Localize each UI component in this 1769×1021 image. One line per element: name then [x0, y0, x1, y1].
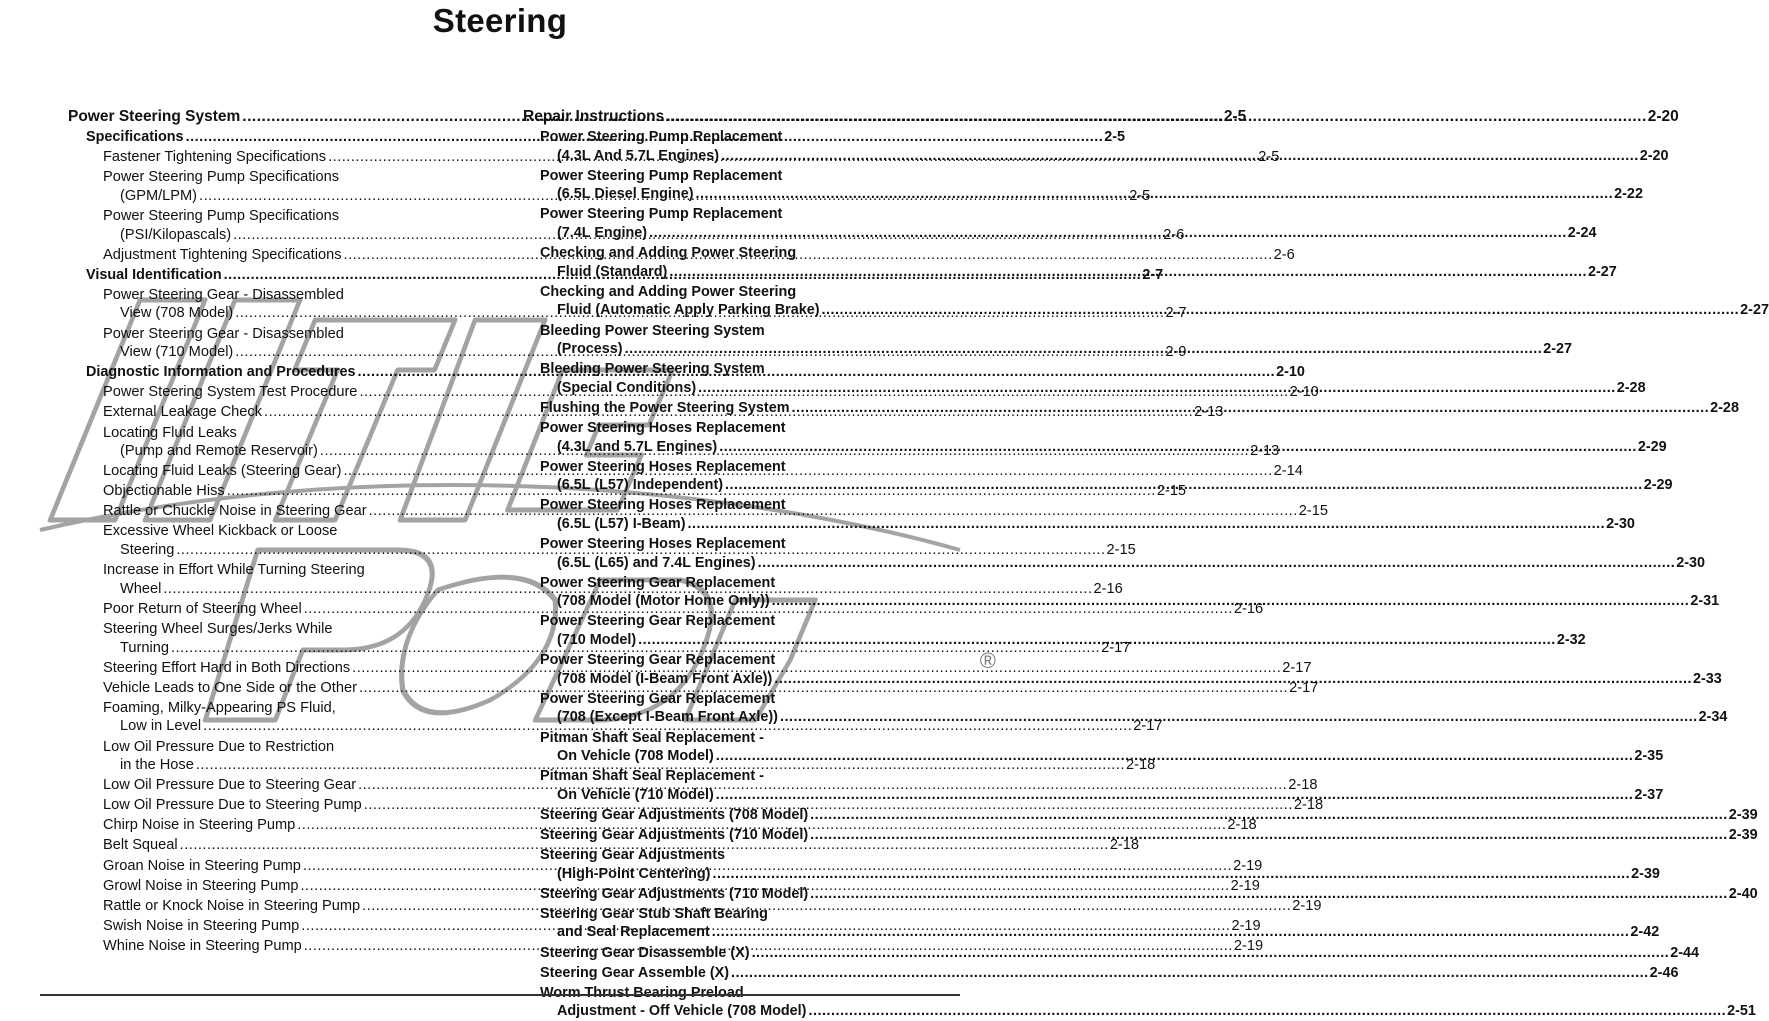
toc-entry-title: Power Steering Gear Replacement — [540, 574, 776, 591]
toc-entry-title-continued: (708 Model (I-Beam Front Axle)) — [557, 670, 773, 687]
dot-leader — [756, 554, 1676, 573]
toc-page-number: 2-28 — [1616, 379, 1646, 396]
toc-entry-title: Power Steering Hoses Replacement — [540, 536, 786, 553]
toc-entry-title-continued: (708 (Except I-Beam Front Axle)) — [557, 709, 778, 726]
toc-page-number: 2-5 — [1104, 129, 1126, 146]
toc-entry-title: Bleeding Power Steering System — [540, 361, 765, 378]
dot-leader — [723, 476, 1643, 495]
toc-entry-title: Low Oil Pressure Due to Steering Pump — [103, 797, 362, 814]
toc-page-number: 2-13 — [1250, 443, 1280, 460]
registered-mark: ® — [979, 648, 996, 673]
toc-page-number: 2-22 — [1614, 186, 1643, 203]
dot-leader — [778, 708, 1698, 727]
toc-page-number: 2-18 — [1109, 837, 1140, 854]
dot-leader — [714, 747, 1634, 766]
dot-leader — [820, 301, 1740, 320]
toc-entry-title-continued: (7.4L Engine) — [557, 225, 648, 242]
dot-leader — [717, 438, 1637, 457]
toc-entry-title: Power Steering Pump Replacement — [540, 206, 783, 223]
toc-page-number: 2-51 — [1727, 1003, 1756, 1020]
dot-leader — [729, 964, 1649, 983]
toc-entry-title: Power Steering Pump Replacement — [540, 167, 783, 184]
toc-entry-title: Steering Gear Disassemble (X) — [540, 944, 750, 961]
toc-entry-title: Power Steering Pump Specifications — [103, 207, 340, 224]
toc-entry-title-continued: (Pump and Remote Reservoir) — [120, 443, 318, 460]
toc-entry-title: External Leakage Check — [103, 404, 263, 421]
toc-entry-title-continued: (6.5L (L57) I-Beam) — [557, 515, 686, 532]
toc-page-number: 2-10 — [1276, 364, 1305, 381]
toc-entry-title: Steering Wheel Surges/Jerks While — [103, 620, 333, 637]
dot-leader — [719, 147, 1639, 166]
toc-entry-title: Foaming, Milky-Appearing PS Fluid, — [103, 699, 336, 716]
toc-entry-title: Steering Effort Hard in Both Directions — [103, 659, 351, 676]
toc-entry-title: Low Oil Pressure Due to Steering Gear — [103, 777, 357, 794]
dot-leader — [806, 1002, 1726, 1021]
toc-entry-title-continued: (710 Model) — [557, 632, 637, 649]
toc-page-number: 2-33 — [1693, 670, 1722, 687]
toc-entry-title-continued: Fluid (Standard) — [557, 263, 668, 280]
toc-entry-title: Power Steering Pump Replacement — [540, 129, 783, 146]
toc-page-number: 2-13 — [1194, 404, 1224, 421]
toc-page-number: 2-17 — [1133, 718, 1163, 735]
toc-entry-title: Checking and Adding Power Steering — [540, 245, 797, 262]
toc-entry-title: Power Steering System — [68, 108, 241, 125]
toc-entry-title-continued: and Seal Replacement — [557, 924, 710, 941]
toc-entry-title: Steering Gear Stub Shaft Bearing — [540, 905, 768, 922]
dot-leader — [636, 631, 1556, 650]
page-title: Steering — [432, 2, 568, 39]
toc-page-number: 2-7 — [1165, 305, 1187, 322]
footer-divider — [40, 994, 960, 996]
toc-entry-title: Locating Fluid Leaks (Steering Gear) — [103, 463, 342, 480]
toc-page-number: 2-10 — [1289, 384, 1319, 401]
toc-entry-title-continued: (708 Model (Motor Home Only)) — [557, 593, 770, 610]
toc-entry-title-continued: in the Hose — [120, 757, 194, 774]
toc-entry-title: Rattle or Knock Noise in Steering Pump — [103, 897, 361, 914]
toc-entry-title-continued: Wheel — [120, 580, 162, 597]
toc-entry-title: Increase in Effort While Turning Steering — [103, 562, 365, 579]
toc-entry-title: Power Steering System Test Procedure — [103, 384, 358, 401]
dot-leader — [808, 885, 1728, 904]
toc-entry-title-continued: Adjustment - Off Vehicle (708 Model) — [557, 1003, 807, 1020]
toc-entry-title: Swish Noise in Steering Pump — [103, 917, 300, 934]
toc-page-number: 2-29 — [1637, 438, 1667, 455]
toc-entry[interactable] — [523, 826, 1758, 845]
toc-entry-title: Power Steering Gear - Disassembled — [103, 286, 344, 303]
toc-entry-title: Chirp Noise in Steering Pump — [103, 817, 296, 834]
toc-page-number: 2-27 — [1740, 302, 1769, 319]
dot-leader — [750, 944, 1670, 963]
toc-page-number: 2-34 — [1698, 709, 1728, 726]
toc-entry-title-continued: (GPM/LPM) — [120, 187, 198, 204]
toc-entry-title-continued: (PSI/Kilopascals) — [120, 226, 232, 243]
toc-page-number: 2-39 — [1631, 865, 1660, 882]
dot-leader — [710, 923, 1630, 942]
toc-page-number: 2-39 — [1728, 806, 1758, 823]
toc-entry-title: Vehicle Leads to One Side or the Other — [103, 679, 357, 696]
toc-page-number: 2-44 — [1670, 944, 1700, 961]
toc-page-number: 2-19 — [1231, 917, 1261, 934]
toc-page-number: 2-15 — [1156, 483, 1187, 500]
toc-entry-title: Steering Gear Adjustments (708 Model) — [540, 806, 809, 823]
toc-page-number: 2-19 — [1292, 897, 1322, 914]
toc-entry-title: Groan Noise in Steering Pump — [103, 857, 301, 874]
toc-entry-title: Specifications — [86, 129, 184, 146]
toc-entry-title-continued: (6.5L (L65) and 7.4L Engines) — [557, 554, 756, 571]
toc-entry[interactable] — [523, 984, 1756, 1021]
dot-leader — [685, 515, 1605, 534]
dot-leader — [664, 108, 1647, 127]
toc-entry-title-continued: View (710 Model) — [120, 344, 234, 361]
toc-entry-title: Power Steering Pump Specifications — [103, 169, 340, 186]
toc-page-number: 2-14 — [1273, 463, 1303, 480]
toc-page-number: 2-29 — [1643, 477, 1673, 494]
toc-page-number: 2-17 — [1289, 679, 1319, 696]
toc-entry-title: Rattle or Chuckle Noise in Steering Gear — [103, 503, 367, 520]
dot-leader — [808, 826, 1728, 845]
dot-leader — [790, 399, 1710, 418]
toc-page-number: 2-46 — [1649, 964, 1679, 981]
toc-entry-title: Power Steering Gear Replacement — [540, 613, 776, 630]
toc-page-number: 2-18 — [1288, 777, 1318, 794]
dot-leader — [696, 379, 1616, 398]
toc-page-number: 2-5 — [1258, 149, 1280, 166]
dot-leader — [808, 806, 1728, 825]
toc-page-number: 2-7 — [1142, 266, 1164, 283]
toc-page-number: 2-40 — [1728, 885, 1758, 902]
toc-entry-title-continued: Steering — [120, 542, 175, 559]
toc-entry-title: Low Oil Pressure Due to Restriction — [103, 738, 335, 755]
toc-entry[interactable] — [523, 964, 1679, 983]
toc-entry[interactable] — [68, 836, 1140, 855]
toc-page-number: 2-9 — [1165, 344, 1187, 361]
dot-leader — [647, 224, 1567, 243]
toc-page-number: 2-18 — [1227, 817, 1257, 834]
toc-entry-title: Diagnostic Information and Procedures — [86, 364, 356, 381]
toc-page-number: 2-17 — [1282, 659, 1312, 676]
toc-entry-title: Visual Identification — [86, 266, 222, 283]
toc-entry-title-continued: View (708 Model) — [120, 305, 234, 322]
toc-entry-title: Excessive Wheel Kickback or Loose — [103, 523, 338, 540]
toc-entry-title: Steering Gear Adjustments (710 Model) — [540, 826, 809, 843]
dot-leader — [623, 340, 1543, 359]
toc-page-number: 2-5 — [1223, 108, 1247, 125]
toc-page-number: 2-16 — [1093, 580, 1123, 597]
toc-page-number: 2-20 — [1639, 147, 1669, 164]
toc-entry-title-continued: On Vehicle (708 Model) — [557, 748, 714, 765]
toc-page-number: 2-19 — [1233, 857, 1263, 874]
toc-entry-title: Power Steering Gear Replacement — [540, 690, 776, 707]
toc-entry-title: Power Steering Hoses Replacement — [540, 420, 786, 436]
toc-page-number: 2-37 — [1634, 786, 1664, 803]
toc-page-number: 2-15 — [1298, 503, 1328, 520]
toc-entry-title-continued: (High-Point Centering) — [557, 865, 711, 882]
dot-leader — [667, 263, 1587, 282]
dot-leader — [772, 670, 1692, 689]
toc-entry-title: Repair Instructions — [523, 108, 665, 125]
toc-entry-title: Whine Noise in Steering Pump — [103, 937, 302, 954]
toc-entry-title-continued: (4.3L and 5.7L Engines) — [557, 438, 718, 455]
toc-entry-title: Belt Squeal — [103, 837, 178, 854]
toc-entry-title: Poor Return of Steering Wheel — [103, 600, 302, 617]
toc-entry-title-continued: (Special Conditions) — [557, 379, 697, 396]
toc-entry-title: Objectionable Hiss — [103, 483, 225, 500]
toc-entry-title: Power Steering Gear Replacement — [540, 652, 776, 669]
toc-page-number: 2-31 — [1690, 593, 1720, 610]
toc-entry-title: Power Steering Hoses Replacement — [540, 497, 786, 514]
toc-entry-title: Adjustment Tightening Specifications — [103, 246, 342, 263]
toc-entry-title-continued: Turning — [120, 639, 169, 656]
toc-page-number: 2-35 — [1634, 748, 1664, 765]
toc-entry-title: Steering Gear Assemble (X) — [540, 964, 730, 981]
dot-leader — [770, 592, 1690, 611]
toc-page-number: 2-15 — [1106, 542, 1136, 559]
toc-entry-title: Steering Gear Adjustments (710 Model) — [540, 885, 809, 902]
toc-page-number: 2-6 — [1163, 226, 1185, 243]
toc-page-number: 2-30 — [1606, 515, 1635, 532]
toc-entry[interactable] — [523, 806, 1758, 825]
toc-page-number: 2-17 — [1101, 639, 1131, 656]
toc-page-number: 2-27 — [1543, 341, 1573, 358]
toc-entry-title-continued: (Process) — [557, 341, 623, 358]
toc-entry-title-continued: (6.5L Diesel Engine) — [557, 186, 694, 203]
dot-leader — [694, 185, 1614, 204]
dot-leader — [714, 786, 1634, 805]
toc-page-number: 2-30 — [1676, 554, 1706, 571]
toc-entry-title: Power Steering Hoses Replacement — [540, 458, 786, 475]
toc-entry-title: Locating Fluid Leaks — [103, 424, 237, 441]
toc-page-number: 2-5 — [1129, 187, 1151, 204]
toc-entry-title-continued: Low in Level — [120, 718, 202, 735]
toc-entry-title-continued: (4.3L And 5.7L Engines) — [557, 147, 720, 164]
toc-page-number: 2-19 — [1233, 937, 1264, 954]
toc-entry-title: Pitman Shaft Seal Replacement - — [540, 729, 764, 746]
toc-page-number: 2-20 — [1647, 108, 1679, 125]
toc-page-number: 2-18 — [1125, 757, 1156, 774]
toc-entry[interactable] — [68, 679, 1319, 698]
toc-entry-title: Steering Gear Adjustments — [540, 847, 725, 864]
toc-page-number: 2-16 — [1233, 600, 1264, 617]
toc-entry-title: Fastener Tightening Specifications — [103, 149, 327, 166]
dot-leader — [710, 865, 1630, 884]
toc-entry-title: Pitman Shaft Seal Replacement - — [540, 768, 764, 785]
toc-page-number: 2-6 — [1273, 246, 1295, 263]
toc-page-number: 2-18 — [1293, 797, 1324, 814]
toc-entry-title-continued: On Vehicle (710 Model) — [557, 786, 714, 803]
toc-entry-title-continued: (6.5L (L57) Independent) — [557, 477, 724, 494]
toc-page-number: 2-32 — [1556, 632, 1586, 649]
toc-entry-title: Growl Noise in Steering Pump — [103, 877, 299, 894]
toc-page-number: 2-28 — [1710, 399, 1739, 416]
toc-entry-title: Worm Thrust Bearing Preload — [540, 984, 744, 1001]
toc-page-number: 2-27 — [1587, 263, 1617, 280]
toc-page-number: 2-39 — [1728, 826, 1758, 843]
toc-entry-title: Bleeding Power Steering System — [540, 322, 765, 339]
toc-entry[interactable] — [523, 283, 1769, 320]
toc-page-number: 2-24 — [1567, 225, 1597, 242]
toc-entry-title-continued: Fluid (Automatic Apply Parking Brake) — [557, 302, 820, 319]
toc-entry-title: Power Steering Gear - Disassembled — [103, 325, 344, 342]
toc-entry-title: Checking and Adding Power Steering — [540, 283, 797, 300]
toc-page-number: 2-42 — [1630, 924, 1660, 941]
toc-entry-title: Flushing the Power Steering System — [540, 399, 790, 416]
toc-page-number: 2-19 — [1230, 877, 1260, 894]
